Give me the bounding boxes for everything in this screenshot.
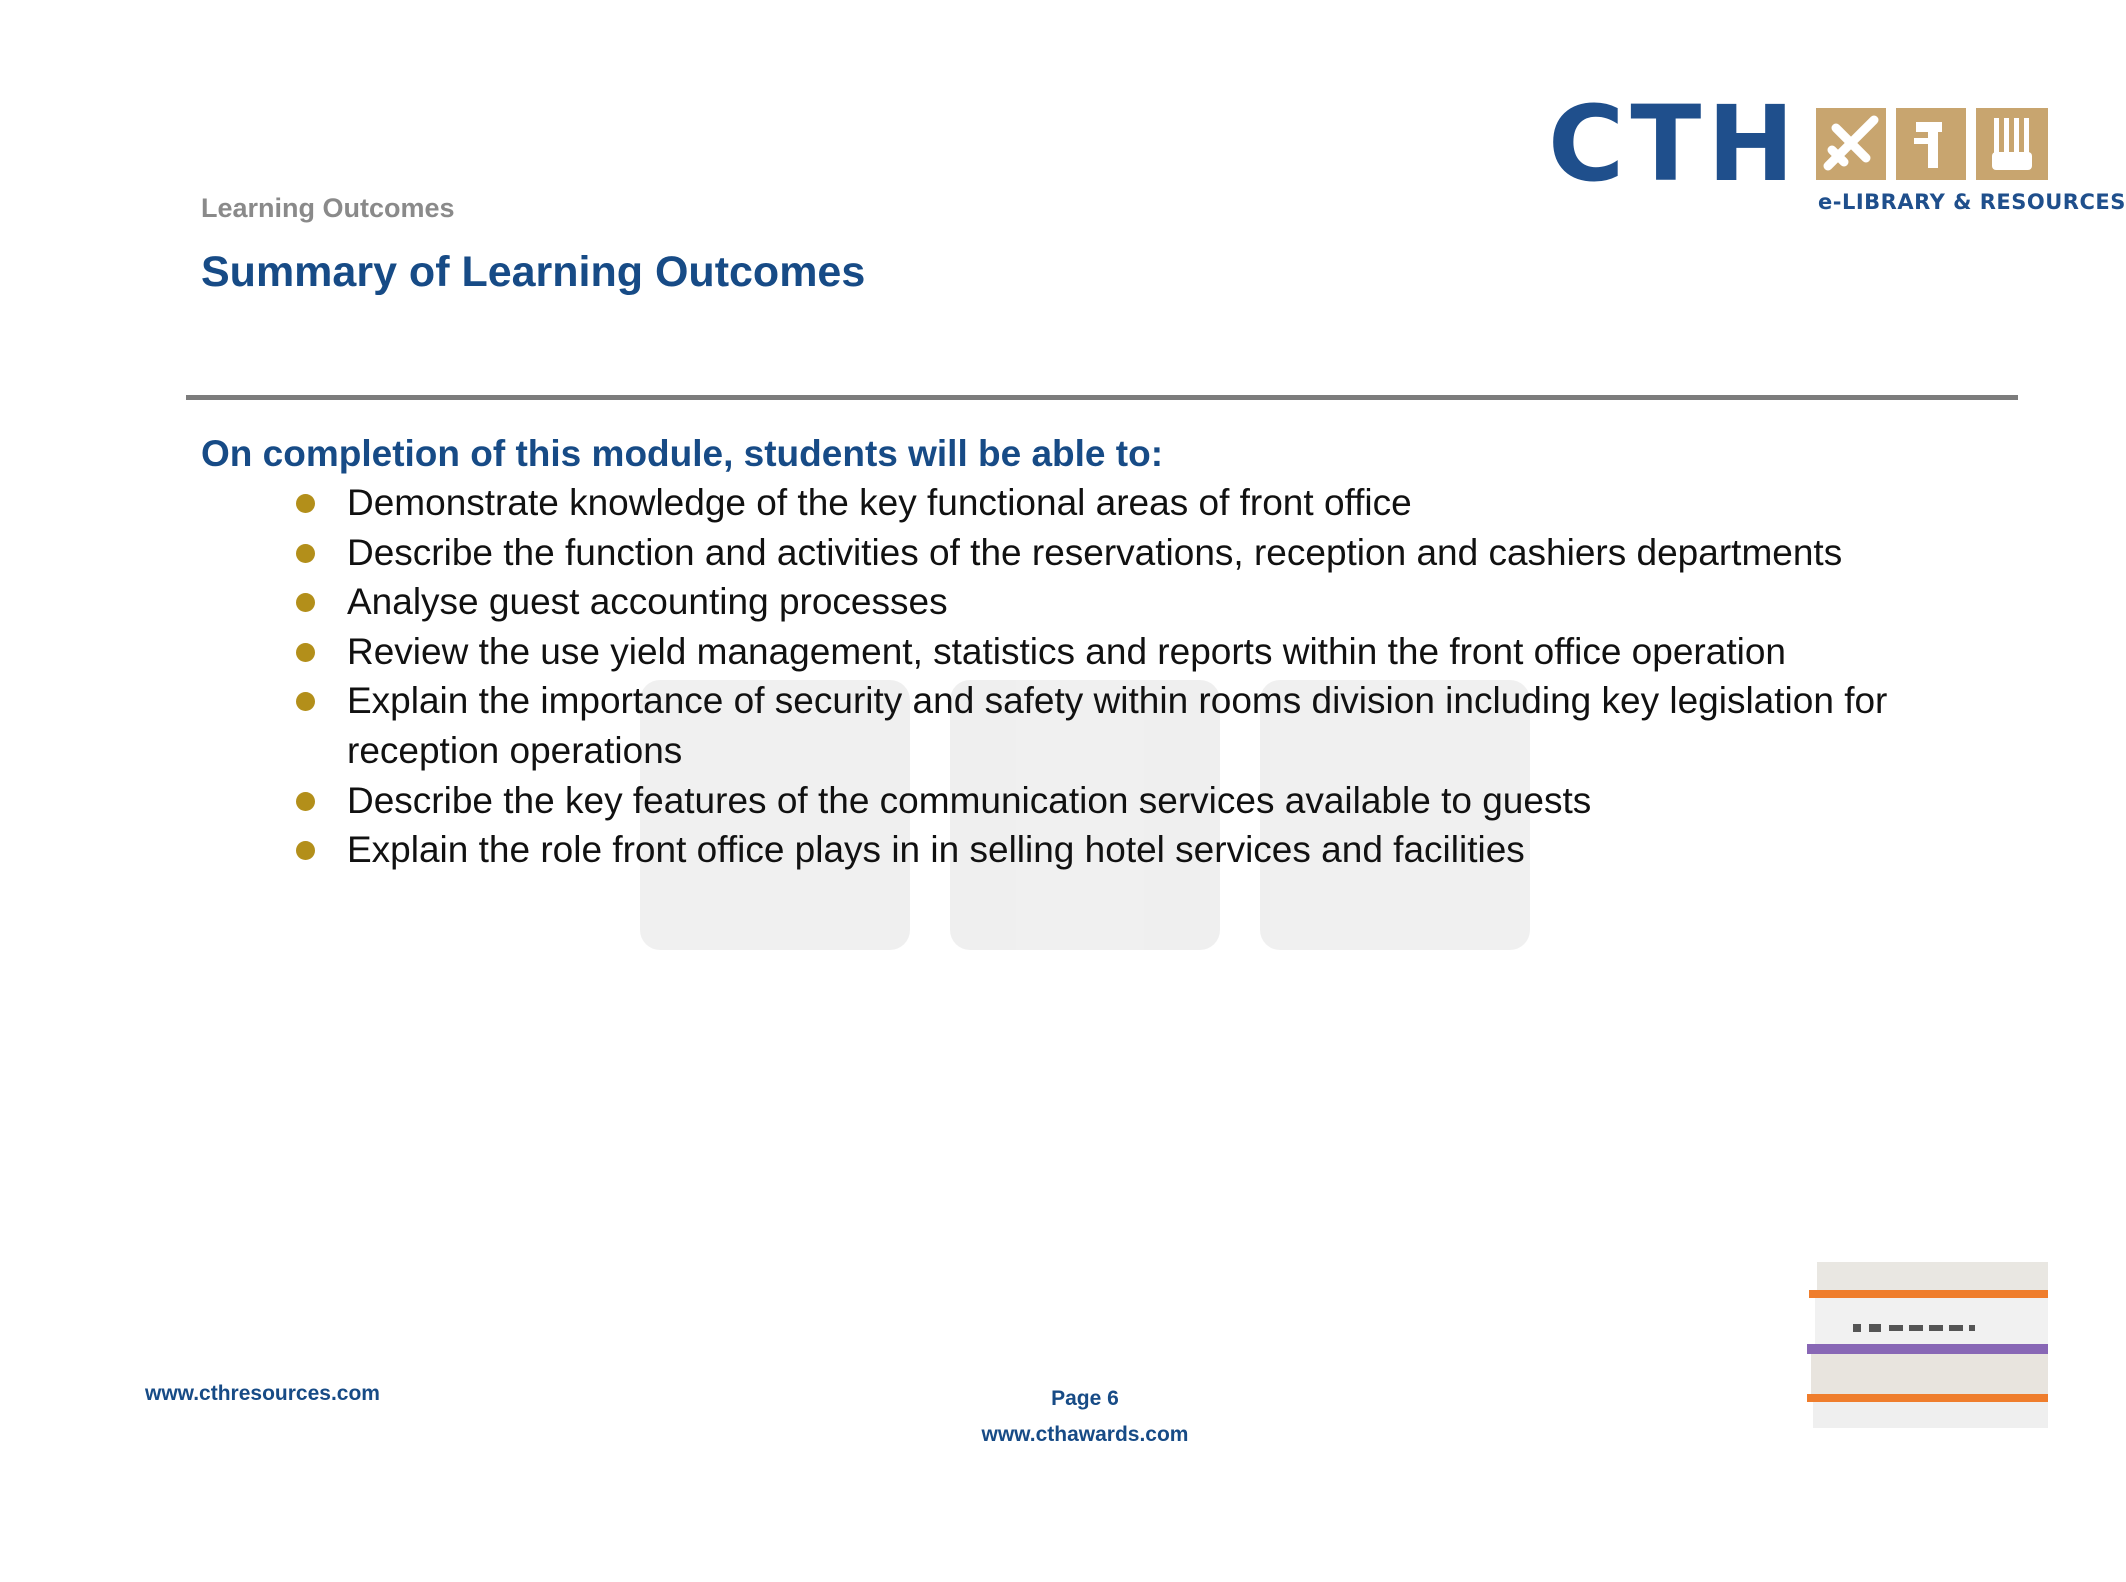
list-item [290, 577, 2010, 627]
bullet-icon [296, 643, 315, 662]
list-item [290, 776, 2010, 826]
cth-logo [1548, 83, 2126, 222]
list-item-text: Analyse guest accounting processes [347, 581, 948, 623]
page-number-value: 6 [1107, 1387, 1119, 1410]
outcomes-list [290, 478, 2010, 875]
list-item [290, 478, 2010, 528]
list-item-text: Describe the function and activities of the reservations, reception and cashiers departments [347, 531, 1843, 573]
bullet-icon [296, 692, 315, 711]
list-item [290, 825, 2010, 875]
bullet-icon [296, 841, 315, 860]
list-item-text: Explain the importance of security and safety within rooms division including key legislation for reception operations [347, 680, 1888, 771]
list-item-text: Demonstrate knowledge of the key functional areas of front office [347, 482, 1412, 523]
logo-tiles [1816, 108, 2048, 184]
list-item-text: Describe the key features of the communication services available to guests [347, 779, 1592, 821]
list-item-text: Explain the role front office plays in in selling hotel services and facilities [347, 829, 1525, 871]
plane-icon [1816, 108, 1886, 180]
logo-tagline: e-LIBRARY & RESOURCES [1818, 190, 2126, 214]
books-image [1805, 1262, 2048, 1432]
footer-awards-link[interactable]: www.cthawards.com [981, 1423, 1189, 1446]
logo-wordmark: CTH [1548, 83, 1801, 205]
section-label: Learning Outcomes [201, 193, 455, 223]
page-number [960, 1387, 1210, 1411]
footer-resources-link[interactable]: www.cthresources.com [145, 1382, 380, 1405]
bullet-icon [296, 494, 315, 513]
fork-icon [1976, 108, 2048, 180]
page-label: Page [1051, 1387, 1102, 1410]
glass-icon [1896, 108, 1966, 180]
intro-heading: On completion of this module, students will be able to: [201, 433, 1164, 474]
list-item [290, 528, 2010, 578]
list-item [290, 676, 2010, 775]
page-title: Summary of Learning Outcomes [201, 248, 866, 296]
list-item-text: Review the use yield management, statistics and reports within the front office operation [347, 630, 1786, 672]
list-item [290, 627, 2010, 677]
bullet-icon [296, 593, 315, 612]
bullet-icon [296, 792, 315, 811]
header-divider [186, 395, 2018, 400]
port-icons [1853, 1324, 1975, 1332]
bullet-icon [296, 544, 315, 563]
